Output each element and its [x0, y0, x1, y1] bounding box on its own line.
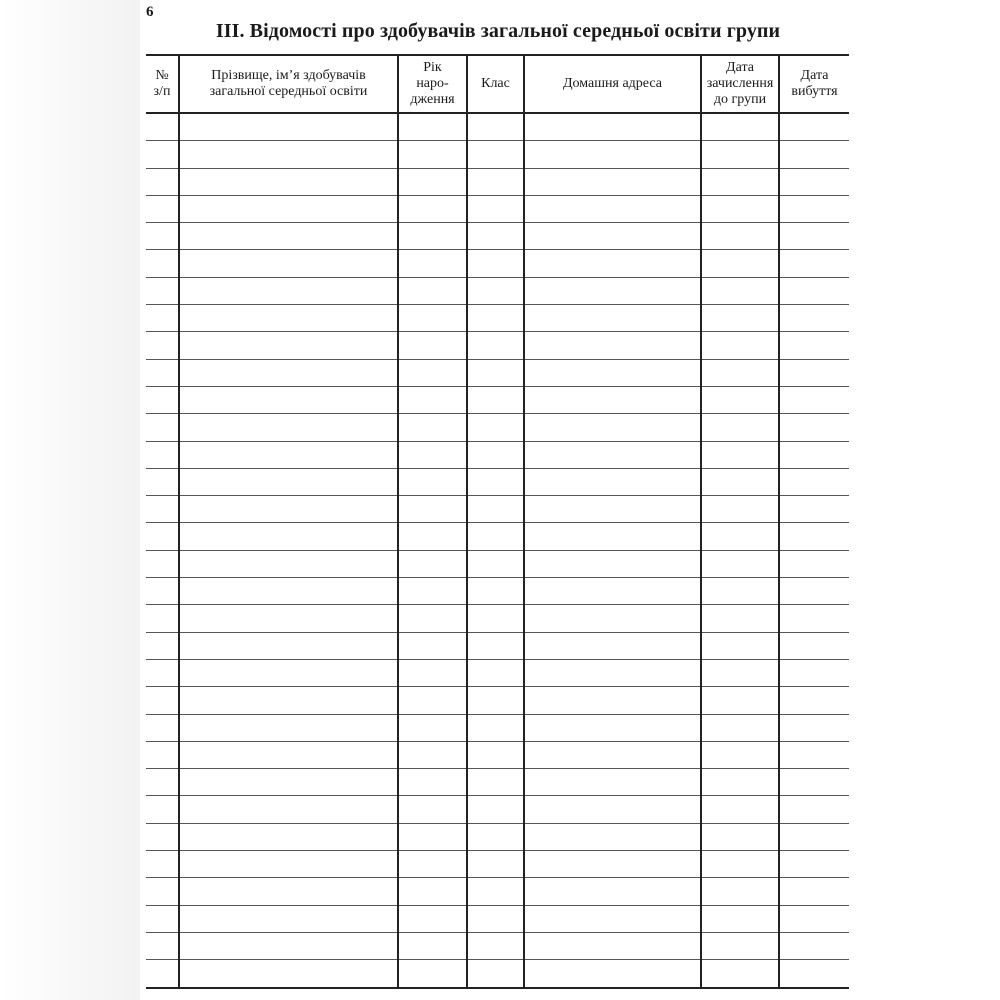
page-gutter-shadow [0, 0, 140, 1000]
cell-departure-date [779, 168, 849, 195]
cell-enrollment-date [701, 277, 779, 304]
table-row [146, 496, 849, 523]
cell-number [146, 851, 179, 878]
cell-birth-year [398, 578, 467, 605]
cell-number [146, 305, 179, 332]
cell-departure-date [779, 851, 849, 878]
cell-number [146, 523, 179, 550]
cell-enrollment-date [701, 359, 779, 386]
table-row [146, 769, 849, 796]
cell-full-name [179, 878, 398, 905]
cell-birth-year [398, 905, 467, 932]
cell-class [467, 496, 524, 523]
cell-enrollment-date [701, 523, 779, 550]
table-row [146, 113, 849, 141]
cell-departure-date [779, 550, 849, 577]
cell-home-address [524, 305, 701, 332]
table-row [146, 741, 849, 768]
cell-number [146, 905, 179, 932]
cell-full-name [179, 932, 398, 959]
table-row [146, 359, 849, 386]
cell-departure-date [779, 332, 849, 359]
cell-birth-year [398, 414, 467, 441]
cell-full-name [179, 578, 398, 605]
cell-departure-date [779, 496, 849, 523]
cell-class [467, 578, 524, 605]
cell-class [467, 659, 524, 686]
cell-number [146, 932, 179, 959]
cell-departure-date [779, 223, 849, 250]
cell-departure-date [779, 277, 849, 304]
cell-home-address [524, 796, 701, 823]
cell-departure-date [779, 659, 849, 686]
cell-birth-year [398, 714, 467, 741]
cell-enrollment-date [701, 113, 779, 141]
cell-home-address [524, 878, 701, 905]
cell-departure-date [779, 359, 849, 386]
column-header-class: Клас [467, 55, 524, 113]
cell-class [467, 250, 524, 277]
cell-full-name [179, 714, 398, 741]
cell-enrollment-date [701, 932, 779, 959]
cell-number [146, 578, 179, 605]
cell-departure-date [779, 468, 849, 495]
cell-departure-date [779, 905, 849, 932]
cell-full-name [179, 468, 398, 495]
cell-full-name [179, 386, 398, 413]
cell-full-name [179, 523, 398, 550]
cell-enrollment-date [701, 659, 779, 686]
cell-full-name [179, 632, 398, 659]
cell-number [146, 769, 179, 796]
cell-number [146, 195, 179, 222]
cell-enrollment-date [701, 414, 779, 441]
cell-class [467, 714, 524, 741]
cell-enrollment-date [701, 496, 779, 523]
cell-home-address [524, 905, 701, 932]
cell-birth-year [398, 332, 467, 359]
cell-number [146, 113, 179, 141]
cell-enrollment-date [701, 851, 779, 878]
cell-number [146, 714, 179, 741]
cell-home-address [524, 578, 701, 605]
cell-departure-date [779, 195, 849, 222]
table-row [146, 905, 849, 932]
cell-departure-date [779, 605, 849, 632]
cell-class [467, 851, 524, 878]
table-row [146, 168, 849, 195]
cell-full-name [179, 496, 398, 523]
cell-class [467, 769, 524, 796]
cell-birth-year [398, 250, 467, 277]
cell-departure-date [779, 769, 849, 796]
table-row [146, 878, 849, 905]
cell-class [467, 332, 524, 359]
column-header-home-address: Домашня адреса [524, 55, 701, 113]
cell-home-address [524, 168, 701, 195]
cell-enrollment-date [701, 796, 779, 823]
cell-class [467, 823, 524, 850]
cell-home-address [524, 386, 701, 413]
cell-departure-date [779, 687, 849, 714]
cell-class [467, 687, 524, 714]
cell-home-address [524, 550, 701, 577]
cell-full-name [179, 441, 398, 468]
cell-class [467, 741, 524, 768]
cell-home-address [524, 769, 701, 796]
cell-birth-year [398, 141, 467, 168]
cell-birth-year [398, 605, 467, 632]
cell-birth-year [398, 632, 467, 659]
cell-home-address [524, 960, 701, 988]
cell-birth-year [398, 960, 467, 988]
table-row [146, 332, 849, 359]
cell-home-address [524, 659, 701, 686]
cell-full-name [179, 168, 398, 195]
cell-enrollment-date [701, 823, 779, 850]
cell-departure-date [779, 386, 849, 413]
cell-home-address [524, 823, 701, 850]
cell-full-name [179, 905, 398, 932]
cell-number [146, 496, 179, 523]
table-row [146, 277, 849, 304]
cell-number [146, 550, 179, 577]
cell-full-name [179, 960, 398, 988]
cell-home-address [524, 414, 701, 441]
cell-home-address [524, 741, 701, 768]
table-row [146, 550, 849, 577]
cell-full-name [179, 141, 398, 168]
cell-class [467, 141, 524, 168]
cell-class [467, 359, 524, 386]
cell-enrollment-date [701, 878, 779, 905]
cell-birth-year [398, 823, 467, 850]
cell-birth-year [398, 386, 467, 413]
column-header-full-name: Прізвище, ім’я здобувачів загальної середньої освіти [179, 55, 398, 113]
cell-class [467, 878, 524, 905]
cell-birth-year [398, 741, 467, 768]
cell-birth-year [398, 769, 467, 796]
page-number: 6 [146, 4, 154, 20]
cell-home-address [524, 605, 701, 632]
cell-home-address [524, 195, 701, 222]
cell-home-address [524, 250, 701, 277]
cell-number [146, 441, 179, 468]
cell-enrollment-date [701, 960, 779, 988]
cell-enrollment-date [701, 905, 779, 932]
cell-full-name [179, 250, 398, 277]
cell-number [146, 468, 179, 495]
cell-enrollment-date [701, 332, 779, 359]
students-register-table [146, 54, 849, 989]
cell-departure-date [779, 632, 849, 659]
cell-departure-date [779, 113, 849, 141]
cell-home-address [524, 932, 701, 959]
cell-enrollment-date [701, 550, 779, 577]
cell-class [467, 386, 524, 413]
cell-number [146, 878, 179, 905]
cell-departure-date [779, 414, 849, 441]
cell-birth-year [398, 687, 467, 714]
cell-birth-year [398, 496, 467, 523]
table-row [146, 687, 849, 714]
cell-class [467, 550, 524, 577]
cell-class [467, 414, 524, 441]
cell-full-name [179, 550, 398, 577]
cell-enrollment-date [701, 386, 779, 413]
table-row [146, 441, 849, 468]
cell-birth-year [398, 359, 467, 386]
section-title: ІІІ. Відомості про здобувачів загальної середньої освіти групи [215, 20, 781, 42]
cell-home-address [524, 332, 701, 359]
cell-birth-year [398, 659, 467, 686]
cell-departure-date [779, 250, 849, 277]
cell-full-name [179, 277, 398, 304]
table-row [146, 195, 849, 222]
column-header-number: № з/п [146, 55, 179, 113]
cell-class [467, 796, 524, 823]
cell-birth-year [398, 851, 467, 878]
table-row [146, 932, 849, 959]
cell-class [467, 932, 524, 959]
cell-home-address [524, 851, 701, 878]
cell-departure-date [779, 141, 849, 168]
table-body [146, 113, 849, 988]
cell-departure-date [779, 714, 849, 741]
table-row [146, 659, 849, 686]
cell-class [467, 168, 524, 195]
table-row [146, 823, 849, 850]
cell-class [467, 632, 524, 659]
cell-home-address [524, 277, 701, 304]
cell-number [146, 168, 179, 195]
cell-birth-year [398, 523, 467, 550]
cell-home-address [524, 223, 701, 250]
cell-departure-date [779, 305, 849, 332]
cell-enrollment-date [701, 250, 779, 277]
cell-class [467, 960, 524, 988]
column-header-birth-year: Рік наро- дження [398, 55, 467, 113]
table-row [146, 414, 849, 441]
cell-class [467, 305, 524, 332]
cell-home-address [524, 687, 701, 714]
cell-number [146, 960, 179, 988]
cell-class [467, 468, 524, 495]
cell-home-address [524, 141, 701, 168]
cell-full-name [179, 851, 398, 878]
table-header-row [146, 55, 849, 113]
cell-number [146, 687, 179, 714]
cell-departure-date [779, 523, 849, 550]
cell-full-name [179, 223, 398, 250]
cell-number [146, 741, 179, 768]
table-row [146, 796, 849, 823]
cell-enrollment-date [701, 468, 779, 495]
cell-class [467, 523, 524, 550]
cell-birth-year [398, 878, 467, 905]
cell-full-name [179, 769, 398, 796]
cell-birth-year [398, 168, 467, 195]
cell-full-name [179, 605, 398, 632]
table-row [146, 223, 849, 250]
cell-departure-date [779, 441, 849, 468]
cell-birth-year [398, 223, 467, 250]
cell-enrollment-date [701, 741, 779, 768]
cell-birth-year [398, 932, 467, 959]
table-row [146, 386, 849, 413]
cell-number [146, 823, 179, 850]
cell-full-name [179, 659, 398, 686]
cell-number [146, 659, 179, 686]
cell-home-address [524, 468, 701, 495]
cell-departure-date [779, 796, 849, 823]
cell-birth-year [398, 277, 467, 304]
cell-home-address [524, 359, 701, 386]
cell-class [467, 113, 524, 141]
cell-enrollment-date [701, 578, 779, 605]
cell-number [146, 796, 179, 823]
cell-birth-year [398, 113, 467, 141]
cell-class [467, 441, 524, 468]
cell-number [146, 250, 179, 277]
cell-class [467, 195, 524, 222]
cell-enrollment-date [701, 769, 779, 796]
cell-full-name [179, 796, 398, 823]
cell-birth-year [398, 305, 467, 332]
cell-home-address [524, 714, 701, 741]
cell-enrollment-date [701, 168, 779, 195]
cell-number [146, 386, 179, 413]
cell-full-name [179, 332, 398, 359]
cell-enrollment-date [701, 305, 779, 332]
cell-home-address [524, 441, 701, 468]
table-row [146, 468, 849, 495]
cell-enrollment-date [701, 223, 779, 250]
cell-full-name [179, 113, 398, 141]
cell-home-address [524, 632, 701, 659]
table-row [146, 141, 849, 168]
cell-number [146, 141, 179, 168]
cell-number [146, 359, 179, 386]
cell-enrollment-date [701, 714, 779, 741]
cell-class [467, 223, 524, 250]
cell-departure-date [779, 932, 849, 959]
cell-departure-date [779, 741, 849, 768]
cell-full-name [179, 414, 398, 441]
table-row [146, 305, 849, 332]
cell-full-name [179, 687, 398, 714]
cell-departure-date [779, 823, 849, 850]
column-header-departure-date: Дата вибуття [779, 55, 849, 113]
cell-full-name [179, 359, 398, 386]
cell-class [467, 905, 524, 932]
cell-full-name [179, 195, 398, 222]
cell-birth-year [398, 468, 467, 495]
table-row [146, 605, 849, 632]
cell-birth-year [398, 195, 467, 222]
cell-birth-year [398, 441, 467, 468]
table-row [146, 250, 849, 277]
column-header-enrollment-date: Дата зачислення до групи [701, 55, 779, 113]
cell-departure-date [779, 578, 849, 605]
table-row [146, 578, 849, 605]
cell-enrollment-date [701, 195, 779, 222]
cell-full-name [179, 823, 398, 850]
cell-enrollment-date [701, 441, 779, 468]
cell-birth-year [398, 796, 467, 823]
cell-number [146, 223, 179, 250]
cell-full-name [179, 741, 398, 768]
cell-full-name [179, 305, 398, 332]
cell-departure-date [779, 960, 849, 988]
cell-class [467, 277, 524, 304]
cell-class [467, 605, 524, 632]
cell-number [146, 632, 179, 659]
cell-home-address [524, 523, 701, 550]
cell-number [146, 332, 179, 359]
cell-number [146, 605, 179, 632]
table-row [146, 714, 849, 741]
cell-home-address [524, 113, 701, 141]
cell-enrollment-date [701, 605, 779, 632]
cell-birth-year [398, 550, 467, 577]
cell-enrollment-date [701, 632, 779, 659]
table-row [146, 523, 849, 550]
table-row [146, 960, 849, 988]
table-row [146, 851, 849, 878]
cell-enrollment-date [701, 687, 779, 714]
cell-number [146, 414, 179, 441]
cell-number [146, 277, 179, 304]
cell-departure-date [779, 878, 849, 905]
cell-home-address [524, 496, 701, 523]
cell-enrollment-date [701, 141, 779, 168]
table-row [146, 632, 849, 659]
